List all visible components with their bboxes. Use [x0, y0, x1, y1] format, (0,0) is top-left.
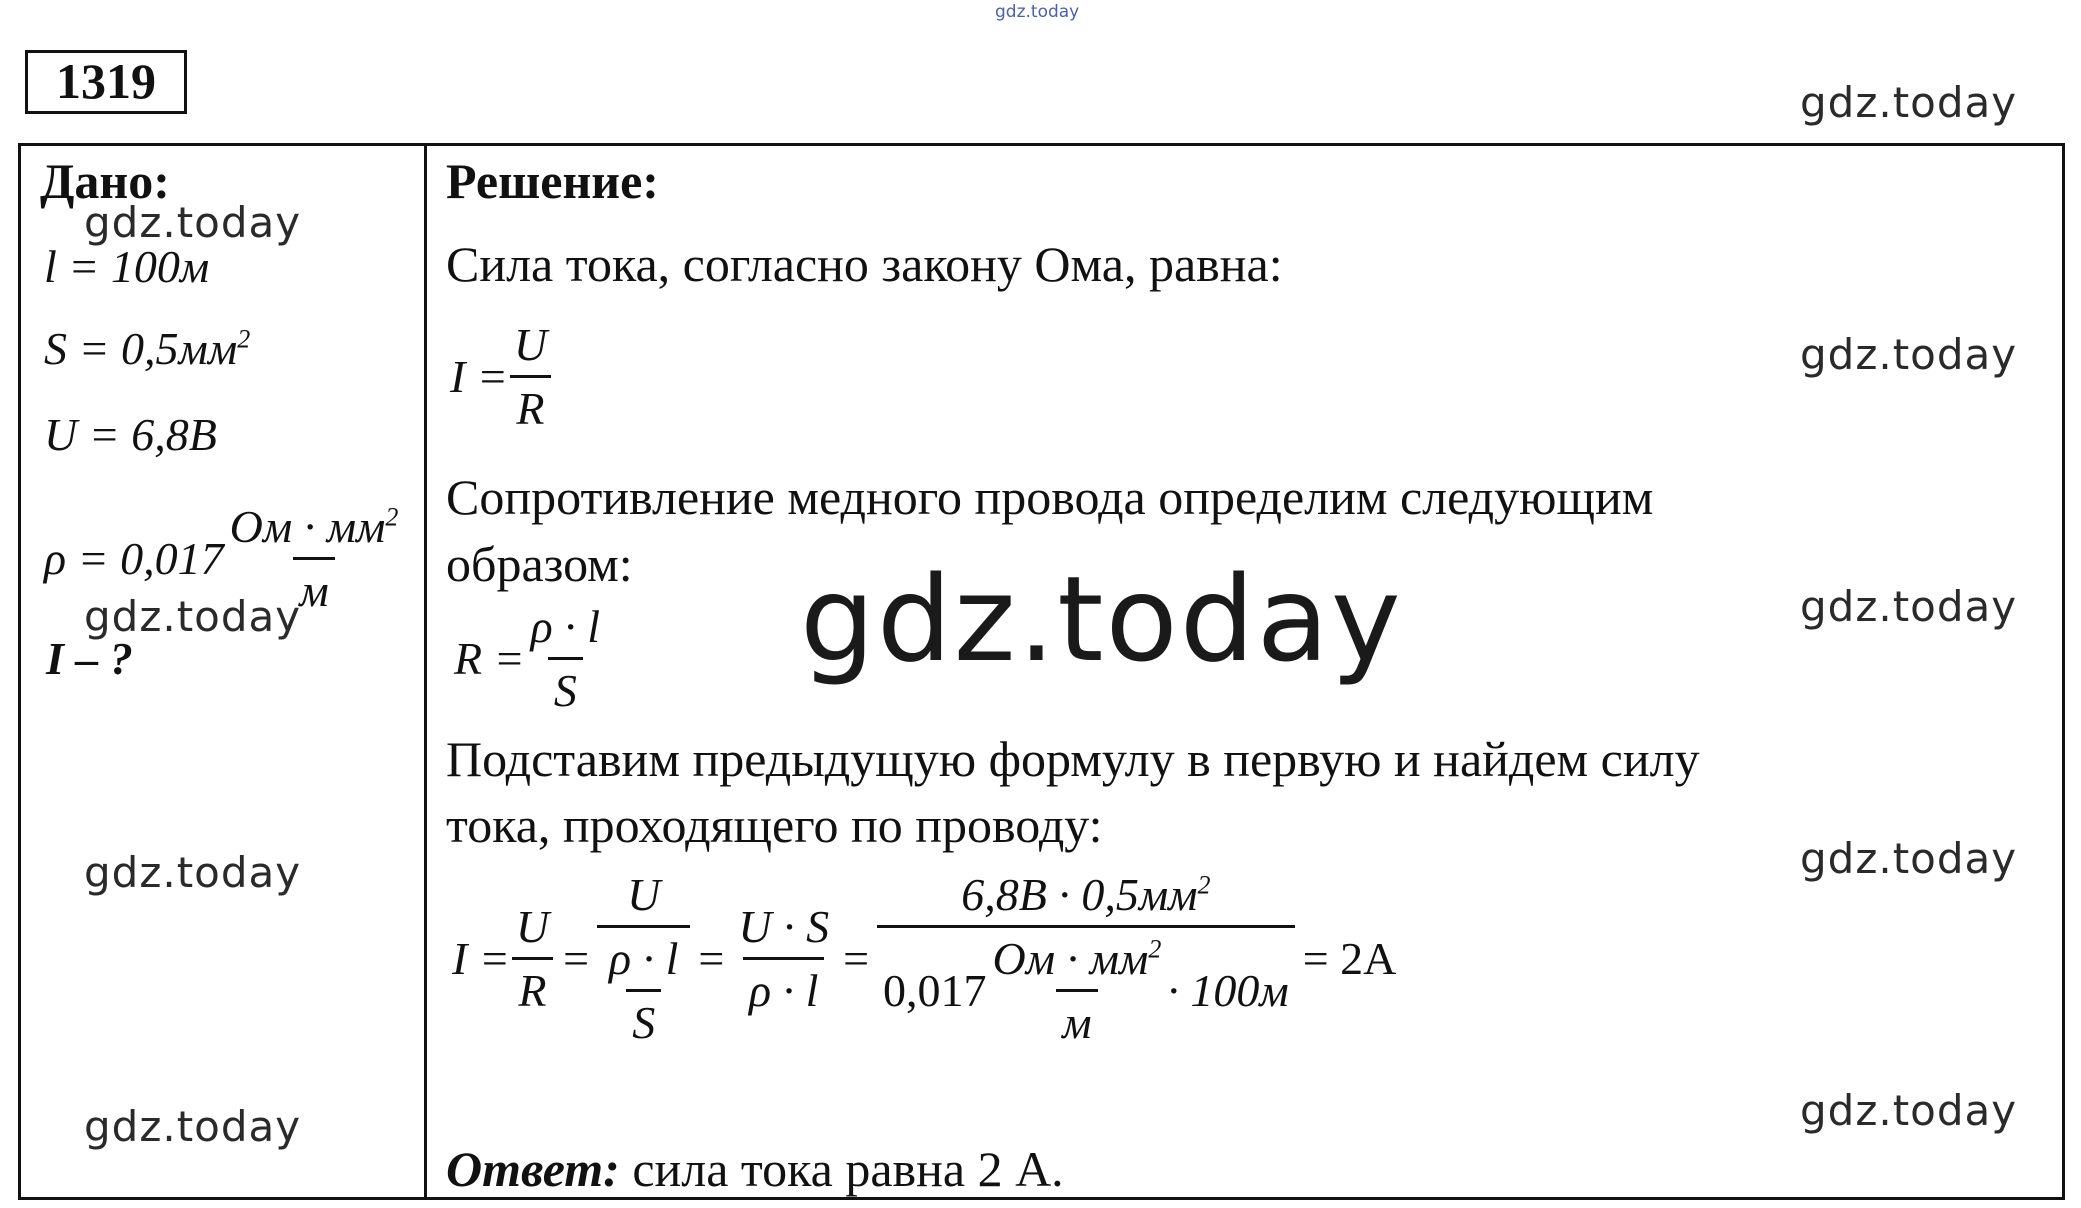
given-length: l = 100м — [44, 241, 210, 292]
answer-line — [446, 1140, 1064, 1198]
formula-final-d-den-suffix: · 100м — [1167, 965, 1289, 1016]
watermark: gdz.today — [1800, 330, 2018, 379]
formula-final-c — [732, 900, 835, 1017]
formula-resistance-lhs: R = — [454, 633, 525, 684]
problem-number: 1319 — [25, 50, 187, 114]
formula-final-c-num: U · S — [738, 901, 830, 952]
rho-unit-num: Ом · мм — [229, 501, 386, 552]
formula-ohm-lhs: I = — [450, 351, 508, 402]
formula-final-d-num-text: 6,8В · 0,5мм — [961, 869, 1198, 920]
watermark: gdz.today — [84, 198, 302, 247]
answer-text: сила тока равна 2 А. — [632, 1141, 1064, 1197]
formula-resistance-num: ρ · l — [530, 601, 600, 652]
formula-final-c-den: ρ · l — [743, 957, 824, 1017]
watermark: gdz.today — [1800, 582, 2018, 631]
top-watermark: gdz.today — [995, 2, 1080, 22]
formula-final-d — [877, 868, 1295, 1049]
formula-final-b — [597, 868, 690, 1049]
given-area-value: S = 0,5мм — [44, 323, 238, 374]
solution-line-5: тока, проходящего по проводу: — [446, 797, 1103, 853]
watermark: gdz.today — [1800, 834, 2018, 883]
formula-final-d-num-exp: 2 — [1197, 870, 1211, 900]
solution-heading: Решение: — [446, 153, 659, 209]
formula-resistance-den: S — [548, 657, 583, 717]
formula-final-b-inner — [603, 932, 684, 1049]
given-voltage: U = 6,8В — [44, 409, 217, 460]
formula-final-a — [510, 900, 555, 1017]
formula-final-d-den-frac-exp: 2 — [1148, 934, 1162, 964]
formula-ohm-num: U — [513, 319, 548, 370]
formula-final-d-den-prefix: 0,017 — [883, 965, 987, 1016]
given-area-exp: 2 — [237, 324, 251, 354]
given-resistivity-value: ρ = 0,017 — [44, 533, 224, 584]
formula-resistance-fraction — [525, 600, 606, 717]
rho-unit-den: м — [293, 557, 334, 617]
given-heading: Дано: — [40, 153, 170, 209]
watermark: gdz.today — [84, 592, 302, 641]
solution-line-3: образом: — [446, 536, 633, 592]
formula-final-d-den-frac — [987, 932, 1168, 1049]
solution-line-1: Сила тока, согласно закону Ома, равна: — [446, 236, 1283, 292]
watermark: gdz.today — [1800, 1086, 2018, 1135]
formula-final-b-num: U — [627, 869, 661, 920]
formula-final-d-den — [877, 925, 1295, 1049]
formula-final-d-num — [901, 868, 1270, 925]
formula-final-d-den-frac-den: м — [1056, 989, 1097, 1049]
formula-ohm-fraction — [508, 318, 553, 435]
formula-ohm — [450, 318, 553, 435]
column-divider — [424, 143, 427, 1200]
formula-final-lhs: I = — [452, 933, 510, 984]
formula-final-b-den — [597, 925, 690, 1049]
formula-ohm-den: R — [510, 375, 550, 435]
formula-final-a-num: U — [515, 901, 550, 952]
watermark: gdz.today — [84, 1102, 302, 1151]
given-area — [44, 322, 250, 375]
formula-final-b-inner-den: S — [626, 989, 661, 1049]
formula-final-d-den-frac-num: Ом · мм — [992, 933, 1149, 984]
watermark: gdz.today — [1800, 78, 2018, 127]
answer-label: Ответ: — [446, 1141, 620, 1197]
formula-resistance — [454, 600, 606, 717]
formula-final: I = $\frac{U}{R}$ = $\frac{U}{\frac{\rho \cdot l}{S}}$ = $\frac{U \cdot S}{\rho \cdot l}$ = $6,8В \cdot 0,5мм^2$ 0,017 $\frac{Ом \cdot мм^2}{м}$ · 100м = 2А — [452, 868, 1404, 1049]
formula-final-b-inner-num: ρ · l — [609, 933, 679, 984]
given-find: I – ? — [46, 633, 133, 684]
watermark: gdz.today — [84, 848, 302, 897]
rho-unit-exp: 2 — [385, 502, 399, 532]
solution-line-4: Подставим предыдущую формулу в первую и найдем силу — [446, 731, 1700, 787]
solution-line-2: Сопротивление медного провода определим следующим — [446, 469, 1654, 525]
formula-final-result: = 2А — [1302, 933, 1397, 984]
formula-final-a-den: R — [512, 957, 552, 1017]
watermark-large: gdz.today — [800, 550, 1403, 688]
